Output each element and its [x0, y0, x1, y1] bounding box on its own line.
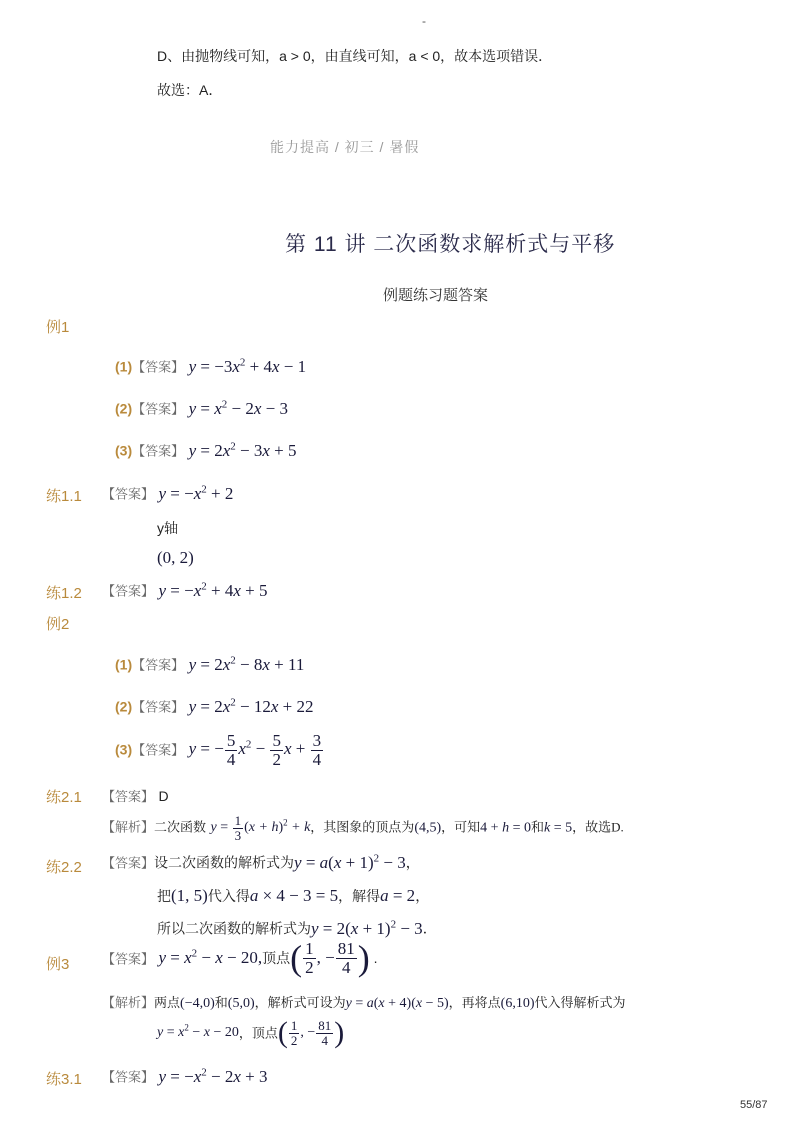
- item-number: (2): [115, 400, 133, 417]
- analysis-text: ，解析式可设为: [254, 995, 346, 1010]
- answer-tag: 【答案】: [132, 742, 185, 758]
- practice-1-1-label: 练1.1: [46, 488, 82, 505]
- practice-1-1-answer: [102, 483, 233, 504]
- ex1-item-2: [115, 398, 288, 419]
- solution-text: 把: [157, 888, 171, 904]
- analysis-formula: $y = x^2 - x - 20$: [157, 1022, 239, 1041]
- answer-tag: 【答案】: [102, 486, 155, 502]
- example-3-answer: 【答案】 $y = x^2 - x - 20$,顶点( $\frac{1}{2}$ , − $\frac{81}{4}$ ) .: [102, 938, 378, 979]
- prev-choice: 故选：A．: [157, 82, 223, 98]
- example-3-label: 例3: [46, 956, 70, 973]
- practice-2-1-analysis: [102, 814, 624, 842]
- analysis-text: 代入得解析式为: [534, 995, 626, 1010]
- item-number: (1): [115, 656, 133, 673]
- item-number: (1): [115, 358, 133, 375]
- analysis-text: ，故选D.: [572, 819, 624, 835]
- answer-expression: $y = x^2 - x - 20$,: [158, 947, 263, 968]
- answer-tag: 【答案】: [132, 699, 185, 715]
- solution-formula: a = 2: [380, 886, 416, 905]
- answer-tag: 【答案】: [132, 657, 185, 673]
- answer-expression: y = − $\frac{5}{4}$ $x^2$ − $\frac{5}{2}$ x + $\frac{3}{4}$: [188, 731, 322, 769]
- practice-2-2-line3: [157, 918, 437, 939]
- practice-1-1-line2: y轴: [157, 520, 178, 536]
- solution-text: 代入得: [207, 888, 250, 904]
- analysis-formula: y = a(x + 4)(x − 5): [345, 996, 449, 1011]
- analysis-text: 二次函数: [154, 819, 207, 835]
- answer-expression: $y = 2x^2 - 3x + 5$: [188, 440, 297, 460]
- practice-1-2-label: 练1.2: [46, 585, 82, 602]
- section-title: 例题练习题答案: [383, 287, 489, 304]
- analysis-point: (5,0): [227, 996, 255, 1011]
- solution-formula: a × 4 − 3 = 5: [249, 886, 339, 905]
- ex1-item-1: [115, 356, 306, 377]
- answer-tag: 【答案】: [102, 583, 155, 599]
- page-number: 55/87: [740, 1099, 768, 1111]
- answer-value: D: [158, 788, 169, 804]
- analysis-point: (6,10): [500, 996, 535, 1011]
- answer-tag: 【答案】: [102, 789, 155, 804]
- answer-tag: 【答案】: [132, 401, 185, 417]
- practice-2-1-answer: [102, 786, 169, 806]
- analysis-equation: k = 5: [543, 820, 573, 836]
- analysis-vertex: (4,5): [414, 820, 442, 836]
- answer-tag: 【答案】: [132, 443, 185, 459]
- answer-tag: 【答案】: [132, 359, 185, 375]
- ex2-item-2: [115, 696, 314, 717]
- header-mark: -: [422, 14, 426, 28]
- solution-text: ，: [415, 888, 430, 904]
- ex2-item-1: [115, 654, 304, 675]
- analysis-tag: 【解析】: [102, 819, 155, 835]
- practice-2-2-label: 练2.2: [46, 859, 82, 876]
- item-number: (2): [115, 698, 133, 715]
- analysis-text: 两点: [154, 995, 181, 1010]
- answer-expression: $y = -x^2 + 4x + 5$: [158, 580, 268, 600]
- analysis-vertex: ( $\frac{1}{2}$ , − $\frac{81}{4}$ ): [277, 1016, 345, 1049]
- analysis-text: ，再将点: [448, 995, 501, 1010]
- answer-text: 顶点: [262, 950, 291, 967]
- prev-option-d: D、由抛物线可知，a > 0，由直线可知，a < 0，故本选项错误．: [157, 48, 553, 64]
- analysis-text: ，顶点: [238, 1025, 278, 1041]
- analysis-text: 和: [214, 995, 228, 1010]
- analysis-text: ，其图象的顶点为: [310, 819, 415, 835]
- answer-tag: 【答案】: [102, 1069, 155, 1085]
- analysis-equation: 4 + h = 0: [480, 820, 531, 836]
- solution-point: (1, 5): [171, 886, 208, 905]
- ex1-item-3: [115, 440, 297, 461]
- answer-tag: 【答案】: [102, 951, 155, 967]
- lecture-title: 第 11 讲 二次函数求解析式与平移: [285, 233, 616, 256]
- answer-expression: $y = 2x^2 - 8x + 11$: [188, 654, 305, 674]
- practice-1-1-line3: (0, 2): [157, 548, 194, 567]
- solution-text: 设二次函数的解析式为: [154, 854, 295, 871]
- solution-text: ，: [405, 854, 420, 871]
- answer-expression: $y = 2x^2 - 12x + 22$: [188, 696, 314, 716]
- practice-3-1-label: 练3.1: [46, 1071, 82, 1088]
- solution-formula: $y = a(x + 1)^2 - 3$: [294, 852, 406, 872]
- practice-2-1-label: 练2.1: [46, 789, 82, 806]
- practice-2-2-line1: [102, 852, 420, 873]
- example-3-analysis-line2: [157, 1018, 344, 1048]
- analysis-point: (−4,0): [180, 996, 215, 1011]
- answer-expression: $y = -x^2 - 2x + 3$: [158, 1066, 268, 1086]
- item-number: (3): [115, 442, 133, 459]
- answer-expression: $y = x^2 - 2x - 3$: [188, 398, 289, 418]
- breadcrumb: 能力提高 / 初三 / 暑假: [270, 139, 420, 155]
- example-1-label: 例1: [46, 319, 70, 336]
- example-3-analysis-line1: [102, 992, 626, 1012]
- answer-tag: 【答案】: [102, 855, 155, 871]
- analysis-formula: y = $\frac{1}{3}$ $(x + h)^2 + k$: [210, 813, 311, 843]
- analysis-text: ，可知: [441, 819, 481, 835]
- solution-formula: $y = 2(x + 1)^2 - 3$: [311, 918, 423, 938]
- answer-vertex: ( $\frac{1}{2}$ , − $\frac{81}{4}$ ): [290, 938, 370, 979]
- solution-text: ，解得: [338, 888, 381, 904]
- practice-2-2-line2: [157, 886, 429, 906]
- answer-expression: $y = -3x^2 + 4x - 1$: [188, 356, 307, 376]
- practice-3-1-answer: [102, 1066, 267, 1087]
- item-number: (3): [115, 741, 133, 758]
- ex2-item-3: [115, 732, 324, 769]
- answer-expression: $y = -x^2 + 2$: [158, 483, 234, 503]
- solution-text: 所以二次函数的解析式为: [157, 920, 311, 937]
- analysis-tag: 【解析】: [102, 995, 155, 1010]
- solution-text: ．: [422, 920, 437, 937]
- example-2-label: 例2: [46, 616, 70, 633]
- practice-1-2-answer: [102, 580, 267, 601]
- analysis-text: 和: [530, 819, 544, 835]
